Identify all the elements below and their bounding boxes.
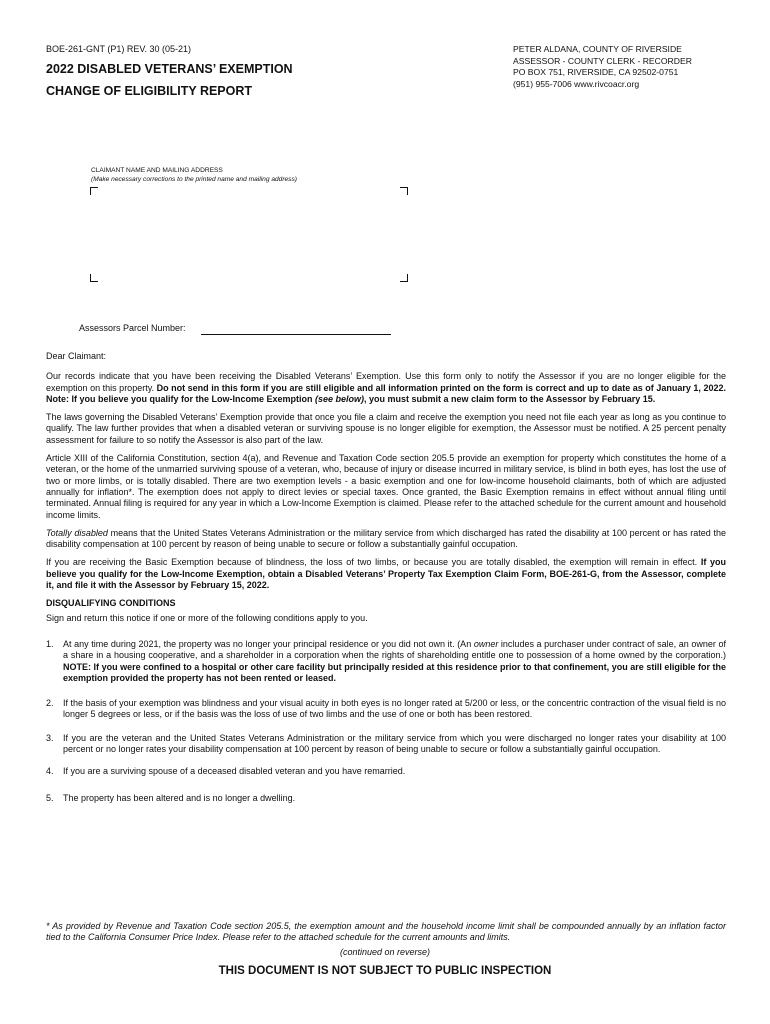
list-number: 2. bbox=[46, 698, 54, 709]
letter-body bbox=[46, 351, 726, 812]
assessor-address-block bbox=[513, 44, 692, 90]
list-item bbox=[46, 733, 726, 756]
address-corner-bottom-left bbox=[90, 274, 98, 282]
paragraph-totally-disabled bbox=[46, 528, 726, 551]
list-text: The property has been altered and is no longer a dwelling. bbox=[63, 792, 296, 803]
salutation: Dear Claimant: bbox=[46, 351, 107, 361]
address-corner-bottom-right bbox=[400, 274, 408, 282]
text-run-italic: owner bbox=[473, 638, 499, 649]
list-number: 4. bbox=[46, 766, 54, 777]
text-run: If you are receiving the Basic Exemption because of blindness, the loss of two limbs, or because you are totally disabled, the exemption will remain in effect. bbox=[46, 557, 701, 568]
list-text: If you are the veteran and the United States Veterans Administration or the military service from which you were discharged no longer rates your disability at 100 percent or no longer rates your disability compensation at 100 percent by reason of being unable to secure or follow a substantially gainful occupation. bbox=[63, 732, 726, 755]
text-run-bold: , you must submit a new claim form to the Assessor by February 15. bbox=[364, 393, 656, 404]
text-run-bold-italic: (see below) bbox=[315, 393, 365, 404]
list-number: 3. bbox=[46, 732, 54, 743]
list-item bbox=[46, 793, 726, 804]
assessor-line: (951) 955-7006 www.rivcoacr.org bbox=[513, 78, 640, 89]
text-run-bold: NOTE: If you were confined to a hospital or other care facility but principally resided at this residence prior to that confinement, you are still eligible for the exemption provided the property has not been rented or leased. bbox=[63, 661, 726, 683]
text-run: includes a purchaser under contract of sale, an owner of a share in a housing cooperative, and a shareholder in a corporation when the rights of shareholding entitle one to possession of a home owned by the corporation.) bbox=[63, 638, 726, 661]
paragraph-article: Article XIII of the California Constitution, section 4(a), and Revenue and Taxation Code section 205.5 provide an exemption for property which constitutes the home of a veteran, or the home of the unmarried surviving spouse of a veteran, who, because of injury or disease incurred in military service, is blind in both eyes, has lost the use of two or more limbs, or is totally disabled. There are two exemption levels - a basic exemption and one for low-income household claimants, both of which are adjusted annually for inflation*. The exemption does not apply to direct levies or special taxes. Once granted, the Basic Exemption remains in effect without annual filing until terminated. Annual filing is required for any year in which a Low-Income Exemption is claimed. Please refer to the attached schedule for the current amount and household income limits. bbox=[46, 453, 726, 520]
claimant-label-block bbox=[91, 166, 297, 184]
claimant-note: (Make necessary corrections to the printed name and mailing address) bbox=[91, 176, 297, 183]
list-item bbox=[46, 698, 726, 721]
list-number: 5. bbox=[46, 792, 54, 803]
list-text: If the basis of your exemption was blindness and your visual acuity in both eyes is no longer rated at 5/200 or less, or the concentric contraction of the visual field is no longer 5 degrees or less, or if the basis was the loss of use of two limbs and the use of one or both has been restored. bbox=[63, 698, 726, 720]
public-inspection-notice: THIS DOCUMENT IS NOT SUBJECT TO PUBLIC INSPECTION bbox=[218, 965, 552, 977]
address-corner-top-left bbox=[90, 187, 98, 195]
disqualifying-intro: Sign and return this notice if one or more of the following conditions apply to you. bbox=[46, 612, 368, 623]
list-item bbox=[46, 639, 726, 684]
text-run: means that the United States Veterans Administration or the military service from which discharged has rated the disability at 100 percent or has rated the disability compensation at 100 percent by reason of being unable to secure or follow a substantially gainful occupation. bbox=[46, 527, 726, 550]
apn-field[interactable] bbox=[201, 334, 391, 335]
form-number: BOE-261-GNT (P1) REV. 30 (05-21) bbox=[46, 44, 192, 54]
text-run: Our records indicate that you have been receiving the Disabled Veterans’ Exemption. Use this form only to notify the Assessor if you are no longer eligible for the exemption on this property. bbox=[46, 371, 726, 393]
form-title: 2022 DISABLED VETERANS’ EXEMPTION bbox=[46, 62, 293, 76]
text-run-bold: If you believe you qualify for the Low-Income Exemption, obtain a Disabled Veterans’ Property Tax Exemption Claim Form, BOE-261-G, from the Assessor, complete it, and file it with the Assessor by February 15, 2022. bbox=[46, 557, 726, 591]
apn-label: Assessors Parcel Number: bbox=[79, 323, 186, 333]
text-run-bold: Do not send in this form if you are still eligible and all information printed on the form is correct and up to date as of January 1, 2022. Note: If you believe you qualify for the Low-Income Exemption bbox=[46, 382, 726, 404]
paragraph-laws: The laws governing the Disabled Veterans’ Exemption provide that once you file a claim and receive the exemption you need not file each year as long as you continue to qualify. The law further provides that when a disabled veteran or surviving spouse is no longer eligible for exemption, the Assessor must be notified. A 25 percent penalty assessment for failure to so notify the Assessor is also part of the law. bbox=[46, 412, 726, 445]
paragraph-basic-exemption bbox=[46, 557, 726, 591]
disqualifying-list bbox=[46, 639, 726, 804]
address-corner-top-right bbox=[400, 187, 408, 195]
claimant-label: CLAIMANT NAME AND MAILING ADDRESS bbox=[91, 167, 223, 174]
form-subtitle: CHANGE OF ELIGIBILITY REPORT bbox=[46, 84, 253, 98]
list-number: 1. bbox=[46, 638, 54, 649]
text-run-italic: Totally disabled bbox=[46, 527, 108, 538]
assessor-line: PETER ALDANA, COUNTY OF RIVERSIDE bbox=[513, 44, 682, 54]
list-text: If you are a surviving spouse of a deceased disabled veteran and you have remarried. bbox=[63, 766, 406, 777]
assessor-line: ASSESSOR - COUNTY CLERK - RECORDER bbox=[513, 55, 692, 66]
paragraph-eligibility bbox=[46, 371, 726, 405]
assessor-line: PO BOX 751, RIVERSIDE, CA 92502-0751 bbox=[513, 67, 679, 77]
footnote: * As provided by Revenue and Taxation Code section 205.5, the exemption amount and the household income limit shall be compounded annually by an inflation factor tied to the California Consumer Price Index. Please refer to the attached schedule for the current amounts and limits. bbox=[46, 921, 726, 943]
list-item bbox=[46, 766, 726, 777]
continued-note: (continued on reverse) bbox=[339, 947, 431, 957]
text-run: At any time during 2021, the property was no longer your principal residence or you did not own it. (An bbox=[63, 638, 474, 649]
disqualifying-heading: DISQUALIFYING CONDITIONS bbox=[46, 598, 176, 609]
